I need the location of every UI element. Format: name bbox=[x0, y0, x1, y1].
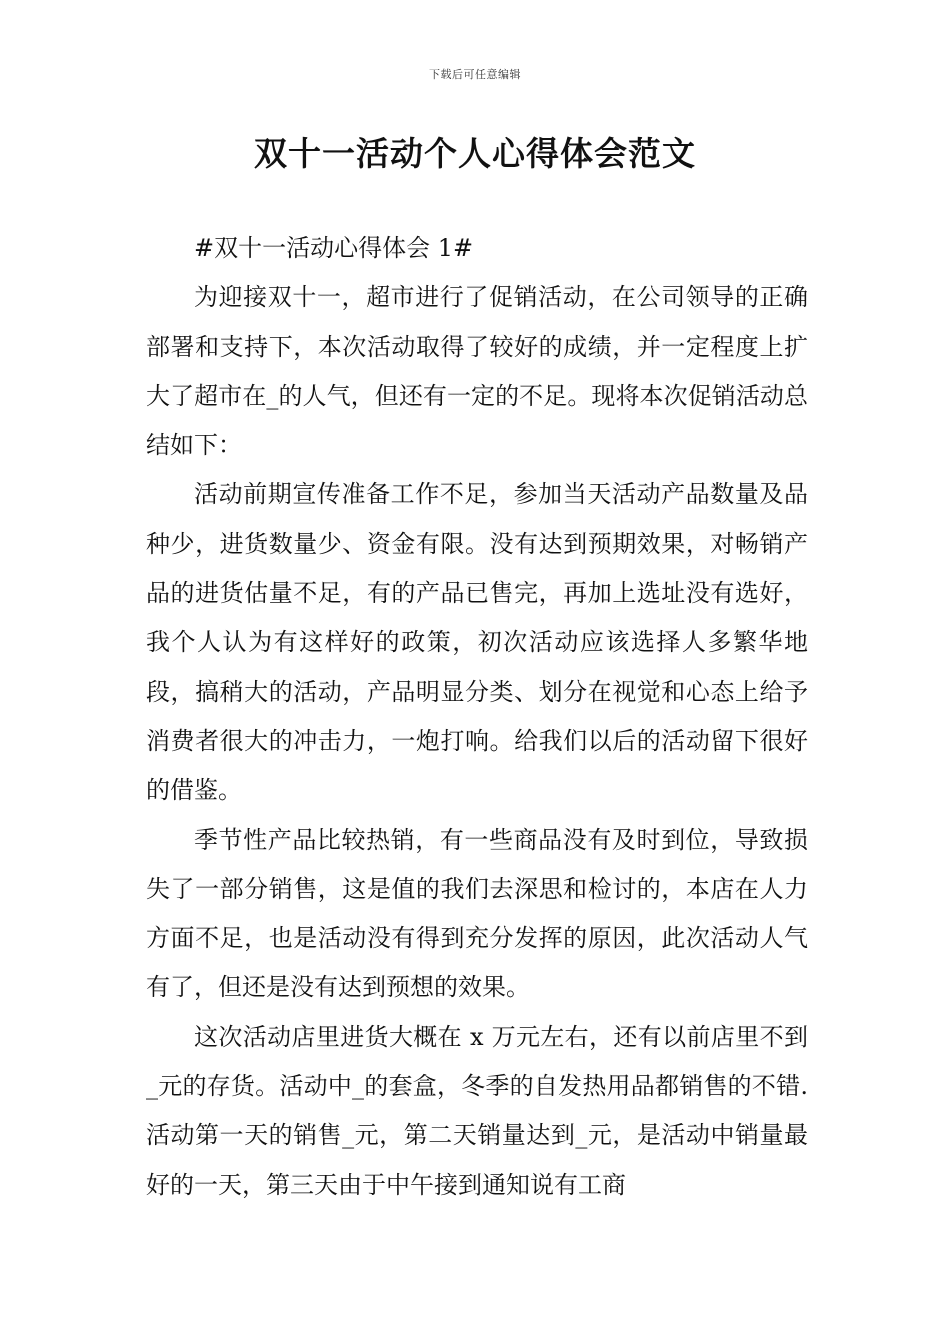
document-body bbox=[146, 224, 808, 1210]
paragraph: 为迎接双十一，超市进行了促销活动，在公司领导的正确部署和支持下，本次活动取得了较好的成绩，并一定程度上扩大了超市在_的人气，但还有一定的不足。现将本次促销活动总结如下： bbox=[146, 283, 808, 460]
page-header-note: 下载后可任意编辑 bbox=[429, 68, 521, 81]
paragraph: 活动前期宣传准备工作不足，参加当天活动产品数量及品种少，进货数量少、资金有限。没有达到预期效果，对畅销产品的进货估量不足，有的产品已售完，再加上选址没有选好，我个人认为有这样好的政策，初次活动应该选择人多繁华地段，搞稍大的活动，产品明显分类、划分在视觉和心态上给予消费者很大的冲击力，一炮打响。给我们以后的活动留下很好的借鉴。 bbox=[146, 480, 808, 805]
document-title: 双十一活动个人心得体会范文 bbox=[254, 134, 696, 173]
section-heading: #双十一活动心得体会 1# bbox=[194, 234, 474, 262]
paragraph: 季节性产品比较热销，有一些商品没有及时到位，导致损失了一部分销售，这是值的我们去深思和检讨的，本店在人力方面不足，也是活动没有得到充分发挥的原因，此次活动人气有了，但还是没有达到预想的效果。 bbox=[146, 825, 808, 1002]
paragraph: 这次活动店里进货大概在 x 万元左右，还有以前店里不到_元的存货。活动中_的套盒，冬季的自发热用品都销售的不错. 活动第一天的销售_元，第二天销量达到_元，是活动中销量最好的一天，第三天由于中午接到通知说有工商 bbox=[146, 1022, 808, 1199]
